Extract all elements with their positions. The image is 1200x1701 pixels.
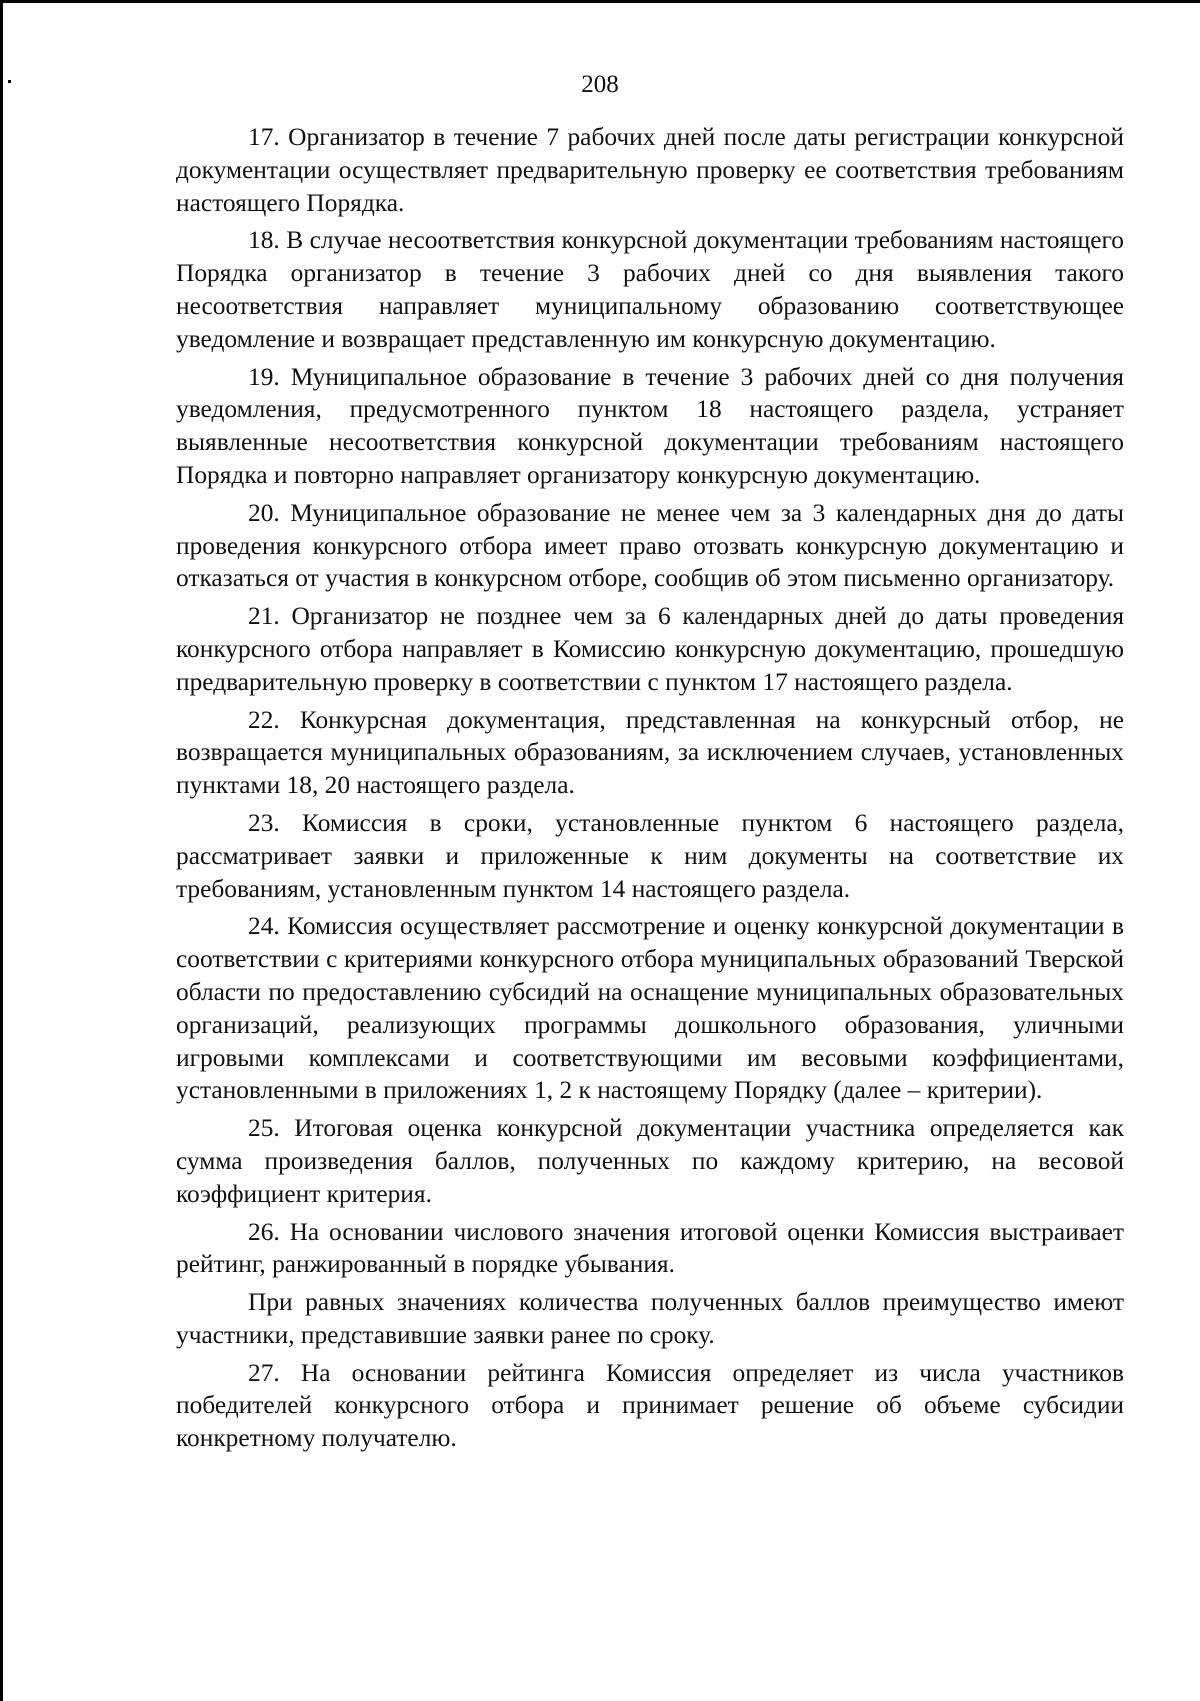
paragraph-21: 21. Организатор не позднее чем за 6 календарных дней до даты проведения конкурсного отбора направляет в Комиссию конкурсную документацию, прошедшую предварительную проверку в соответствии с пунктом 17 настоящего раздела. — [176, 602, 1124, 696]
paragraph-22: 22. Конкурсная документация, представленная на конкурсный отбор, не возвращается муниципальных образованиям, за исключением случаев, установленных пунктами 18, 20 настоящего раздела. — [176, 705, 1124, 800]
paragraph-19: 19. Муниципальное образование в течение 3 рабочих дней со дня получения уведомления, предусмотренного пунктом 18 настоящего раздела, устраняет выявленные несоответствия конкурсной документации требованиям настоящего Порядка и повторно направляет организатору конкурсную документацию. — [176, 362, 1124, 489]
paragraph-17: 17. Организатор в течение 7 рабочих дней после даты регистрации конкурсной документации осуществляет предварительную проверку ее соответствия требованиям настоящего Порядка. — [176, 123, 1124, 217]
page-number: 208 — [581, 71, 619, 98]
paragraph-26: 26. На основании числового значения итоговой оценки Комиссия выстраивает рейтинг, ранжированный в порядке убывания. — [176, 1217, 1124, 1279]
scan-edge-left — [0, 0, 3, 1701]
paragraph-27: 27. На основании рейтинга Комиссия определяет из числа участников победителей конкурсного отбора и принимает решение об объеме субсидии конкретному получателю. — [176, 1358, 1124, 1453]
paragraph-24: 24. Комиссия осуществляет рассмотрение и оценку конкурсной документации в соответствии с критериями конкурсного отбора муниципальных образований Тверской области по предоставлению субсидий на оснащение муниципальных образовательных организаций, реализующих программы дошкольного образования, уличными игровыми комплексами и соответствующими им весовыми коэффициентами, установленными в приложениях 1, 2 к настоящему Порядку (далее – критерии). — [176, 912, 1124, 1105]
paragraph-26-note: При равных значениях количества полученных баллов преимущество имеют участники, представившие заявки ранее по сроку. — [176, 1288, 1124, 1349]
scan-edge-top — [0, 0, 1200, 3]
document-body — [176, 121, 1124, 1455]
paragraph-23: 23. Комиссия в сроки, установленные пунктом 6 настоящего раздела, рассматривает заявки и приложенные к ним документы на соответствие их требованиям, установленным пунктом 14 настоящего раздела. — [176, 808, 1124, 903]
paragraph-18: 18. В случае несоответствия конкурсной документации требованиям настоящего Порядка организатор в течение 3 рабочих дней со дня выявления такого несоответствия направляет муниципальному образованию соответствующее уведомление и возвращает представленную им конкурсную документацию. — [176, 226, 1124, 353]
paragraph-20: 20. Муниципальное образование не менее чем за 3 календарных дня до даты проведения конкурсного отбора имеет право отозвать конкурсную документацию и отказаться от участия в конкурсном отборе, сообщив об этом письменно организатору. — [176, 498, 1124, 593]
paragraph-25: 25. Итоговая оценка конкурсной документации участника определяется как сумма произведения баллов, полученных по каждому критерию, на весовой коэффициент критерия. — [176, 1114, 1124, 1208]
